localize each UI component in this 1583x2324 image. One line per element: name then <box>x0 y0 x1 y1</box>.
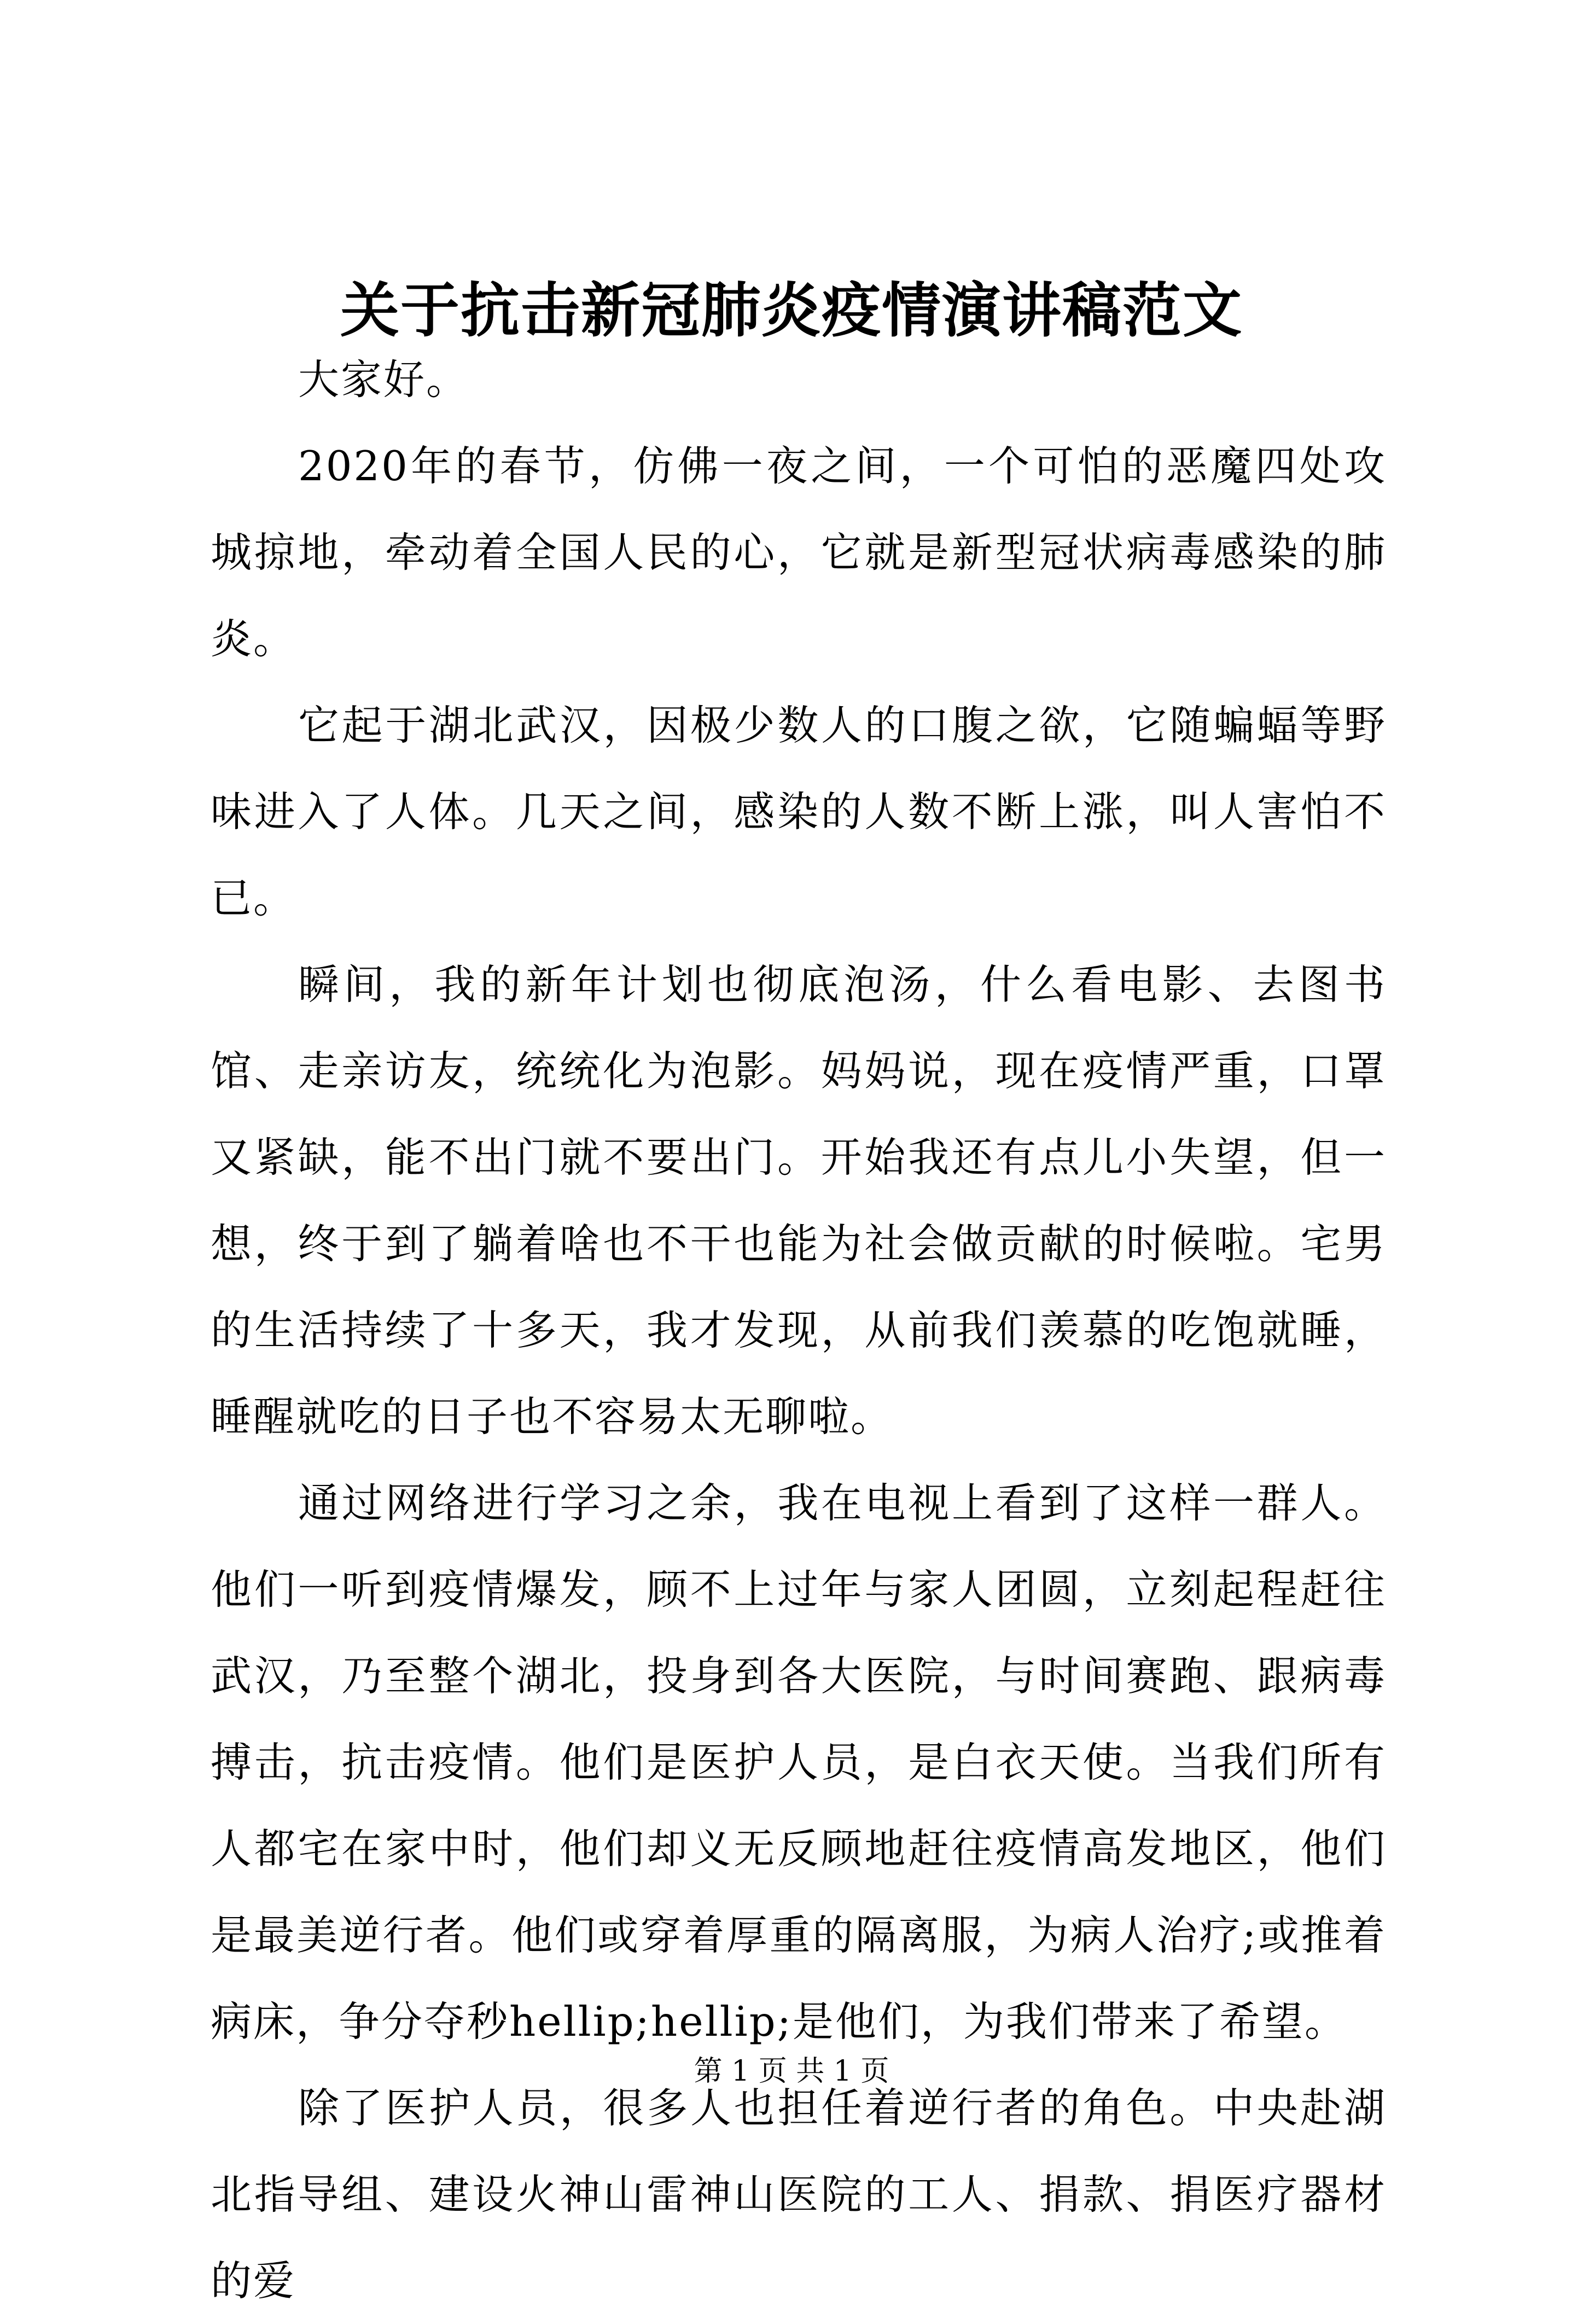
document-title: 关于抗击新冠肺炎疫情演讲稿范文 <box>340 276 1243 345</box>
document-body <box>211 336 1387 2324</box>
paragraph: 大家好。 <box>298 356 469 404</box>
paragraph: 除了医护人员，很多人也担任着逆行者的角色。中央赴湖北指导组、建设火神山雷神山医院的工人、捐款、捐医疗器材的爱 <box>211 2084 1387 2305</box>
paragraph: 2020年的春节，仿佛一夜之间，一个可怕的恶魔四处攻城掠地，牵动着全国人民的心，它就是新型冠状病毒感染的肺炎。 <box>211 442 1387 663</box>
paragraph: 通过网络进行学习之余，我在电视上看到了这样一群人。他们一听到疫情爆发，顾不上过年与家人团圆，立刻起程赶往武汉，乃至整个湖北，投身到各大医院，与时间赛跑、跟病毒搏击，抗击疫情。他们是医护人员，是白衣天使。当我们所有人都宅在家中时，他们却义无反顾地赶往疫情高发地区，他们是最美逆行者。他们或穿着厚重的隔离服，为病人治疗;或推着病床，争分夺秒hellip;hellip;是他们，为我们带来了希望。 <box>211 1479 1387 2046</box>
paragraph: 它起于湖北武汉，因极少数人的口腹之欲，它随蝙蝠等野味进入了人体。几天之间，感染的人数不断上涨，叫人害怕不已。 <box>211 701 1387 922</box>
page-footer: 第 1 页 共 1 页 <box>694 2055 889 2088</box>
paragraph: 瞬间，我的新年计划也彻底泡汤，什么看电影、去图书馆、走亲访友，统统化为泡影。妈妈说，现在疫情严重，口罩又紧缺，能不出门就不要出门。开始我还有点儿小失望，但一想，终于到了躺着啥也不干也能为社会做贡献的时候啦。宅男的生活持续了十多天，我才发现，从前我们羡慕的吃饱就睡，睡醒就吃的日子也不容易太无聊啦。 <box>211 960 1387 1441</box>
